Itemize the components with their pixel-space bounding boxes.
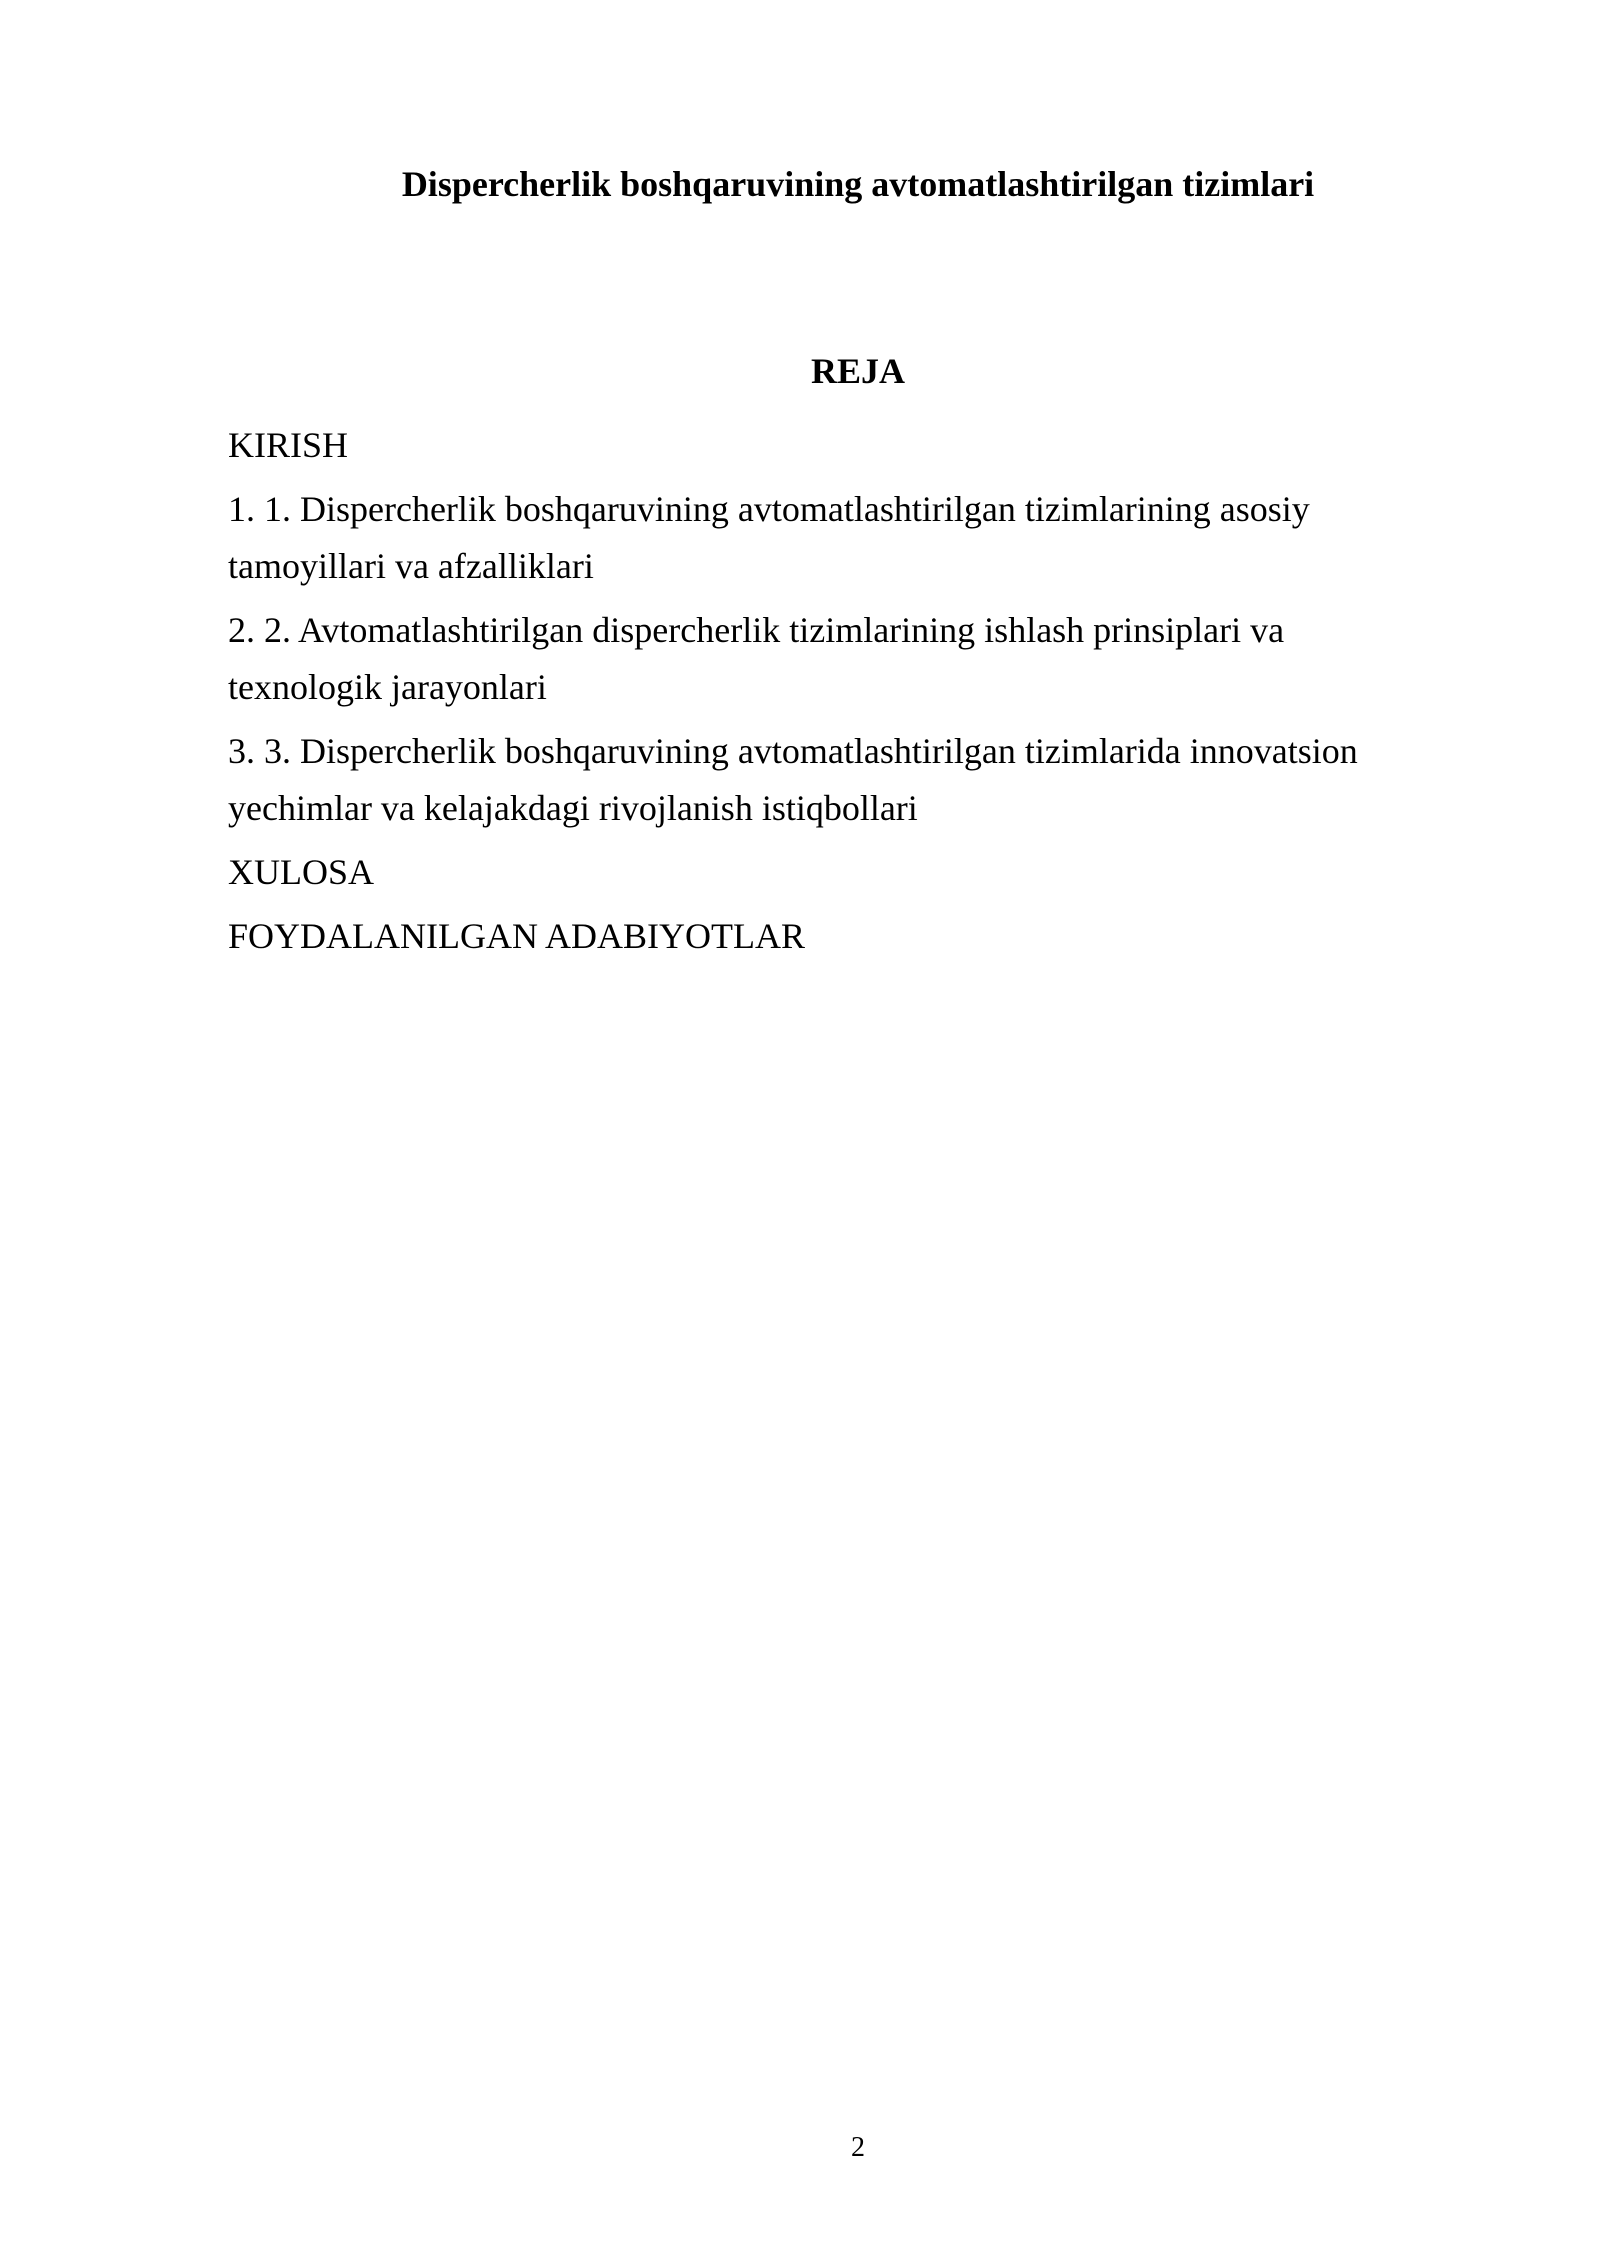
plan-heading: REJA xyxy=(810,351,905,391)
plan-item-conclusion: XULOSA xyxy=(228,852,375,892)
plan-item-references: FOYDALANILGAN ADABIYOTLAR xyxy=(228,916,805,956)
plan-item-section-3: 3. 3. Dispercherlik boshqaruvining avtomatlashtirilgan tizimlarida innovatsion yechimlar va kelajakdagi rivojlanish istiqbollari xyxy=(228,731,1358,828)
plan-item-section-1: 1. 1. Dispercherlik boshqaruvining avtomatlashtirilgan tizimlarining asosiy tamoyillari va afzalliklari xyxy=(228,489,1310,586)
document-title: Dispercherlik boshqaruvining avtomatlashtirilgan tizimlari xyxy=(401,164,1315,204)
plan-list xyxy=(228,417,1428,972)
page-number: 2 xyxy=(851,2132,865,2163)
plan-item-introduction: KIRISH xyxy=(228,425,349,465)
plan-item-section-2: 2. 2. Avtomatlashtirilgan dispercherlik tizimlarining ishlash prinsiplari va texnologik jarayonlari xyxy=(228,610,1285,707)
